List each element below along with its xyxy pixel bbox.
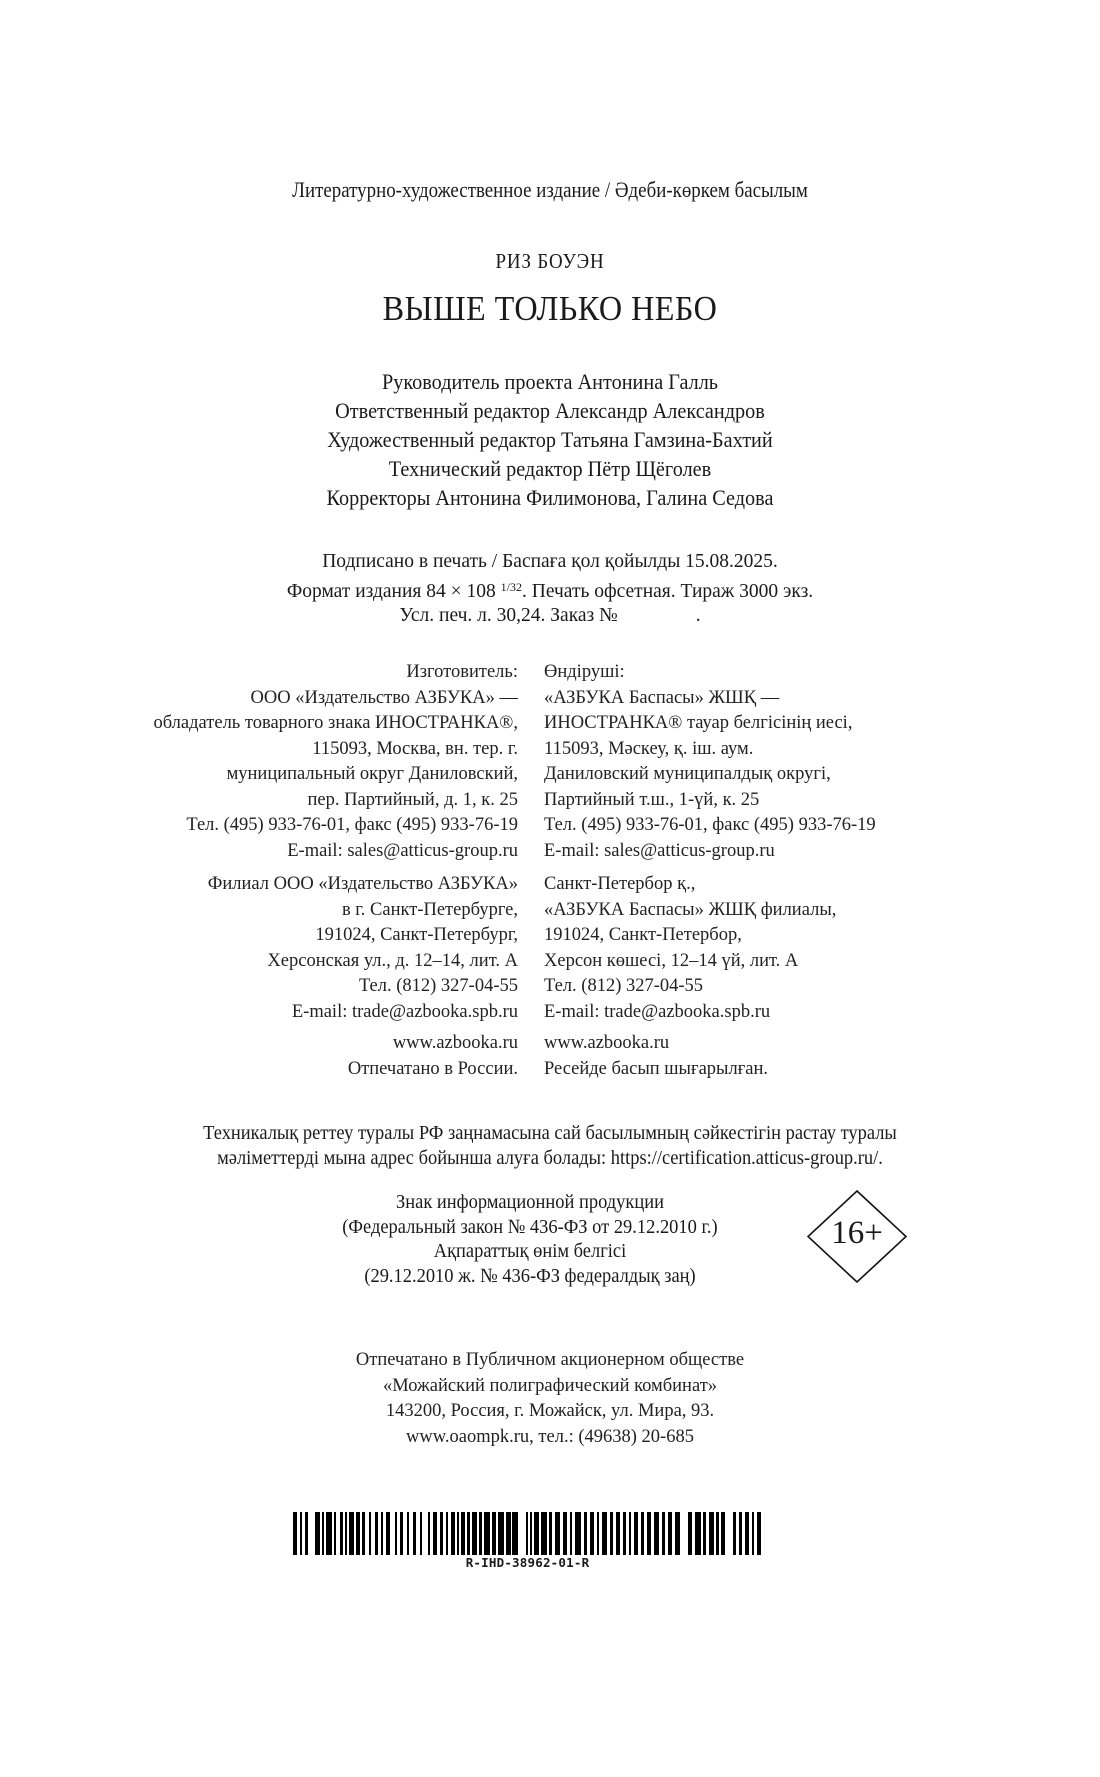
printer-address: 143200, Россия, г. Можайск, ул. Мира, 93. [385, 1401, 715, 1421]
age-rating-label: 16+ [831, 1215, 883, 1251]
credit-technical-editor: Технический редактор Пётр Щёголев [388, 456, 712, 481]
info-label-ru: Знак информационной продукции [396, 1191, 664, 1213]
credit-proofreaders: Корректоры Антонина Филимонова, Галина Седова [326, 485, 774, 510]
kz-branch-name: «АЗБУКА Баспасы» ЖШҚ филиалы, [544, 899, 837, 920]
kz-company: «АЗБУКА Баспасы» ЖШҚ — [544, 687, 780, 708]
kz-branch-email: E-mail: trade@azbooka.spb.ru [544, 1001, 771, 1022]
ru-address-3: пер. Партийный, д. 1, к. 25 [307, 789, 518, 810]
kz-printed-in: Ресейде басып шығарылған. [544, 1058, 769, 1079]
kz-branch-phone: Тел. (812) 327-04-55 [544, 976, 704, 996]
ru-printed-in: Отпечатано в России. [347, 1058, 518, 1079]
print-info-block [0, 550, 1100, 629]
ru-label: Изготовитель: [406, 662, 518, 682]
kz-trademark: ИНОСТРАНКА® тауар белгісінің иесі, [544, 713, 853, 733]
tech-regulation-line-1: Техникалық реттеу туралы РФ заңнамасына сай басылымның сәйкестігін растау туралы [203, 1122, 897, 1144]
credit-managing-editor: Ответственный редактор Александр Александров [335, 398, 765, 423]
format-prefix: Формат издания 84 × 108 [286, 580, 501, 602]
printer-name: «Можайский полиграфический комбинат» [382, 1375, 718, 1396]
credit-project-lead: Руководитель проекта Антонина Галль [381, 369, 719, 394]
format-fraction: 1/32 [500, 579, 522, 594]
ru-address-1: 115093, Москва, вн. тер. г. [312, 738, 518, 759]
format-line [0, 575, 1100, 605]
kz-website: www.azbooka.ru [544, 1033, 670, 1053]
ru-trademark: обладатель товарного знака ИНОСТРАНКА®, [153, 713, 518, 733]
ru-branch-address-2: Херсонская ул., д. 12–14, лит. А [267, 950, 518, 971]
kz-address-3: Партийный т.ш., 1-үй, к. 25 [544, 789, 760, 810]
ru-address-2: муниципальный округ Даниловский, [226, 764, 518, 784]
format-suffix: . Печать офсетная. Тираж 3000 экз. [522, 580, 814, 602]
genre-line: Литературно-художественное издание / Әдеби-көркем басылым [292, 177, 808, 202]
printer-line-1: Отпечатано в Публичном акционерном обществе [355, 1350, 745, 1370]
book-title: ВЫШЕ ТОЛЬКО НЕБО [382, 289, 718, 328]
info-product-label-block [260, 1190, 800, 1288]
kz-branch-city: Санкт-Петербор қ., [544, 874, 696, 894]
credit-art-editor: Художественный редактор Татьяна Гамзина-Бахтий [327, 427, 773, 452]
ru-phone: Тел. (495) 933-76-01, факс (495) 933-76-19 [186, 815, 518, 835]
sheets-order-line: Усл. печ. л. 30,24. Заказ № . [399, 605, 701, 626]
info-label-kz: Ақпараттық өнім белгісі [433, 1240, 627, 1262]
kz-branch-address-2: Херсон көшесі, 12–14 үй, лит. А [544, 950, 799, 971]
info-law-kz: (29.12.2010 ж. № 436-ФЗ федералдық заң) [364, 1264, 696, 1287]
barcode-icon [293, 1512, 761, 1555]
age-rating-badge [807, 1190, 907, 1283]
manufacturer-kz-column [544, 660, 876, 1082]
ru-branch-phone: Тел. (812) 327-04-55 [358, 976, 518, 996]
tech-regulation-line-2: мәліметтерді мына адрес бойынша алуға болады: https://certification.atticus-group.ru/. [217, 1147, 883, 1169]
ru-branch-email: E-mail: trade@azbooka.spb.ru [291, 1001, 518, 1022]
kz-email: E-mail: sales@atticus-group.ru [544, 840, 775, 861]
ru-email: E-mail: sales@atticus-group.ru [287, 840, 518, 861]
signed-to-print: Подписано в печать / Баспаға қол қойылды 15.08.2025. [322, 551, 778, 572]
kz-label: Өндіруші: [544, 662, 625, 682]
manufacturer-ru-column [153, 660, 518, 1082]
credits-block [44, 367, 1056, 512]
ru-branch-name: Филиал ООО «Издательство АЗБУКА» [207, 874, 518, 894]
tech-regulation-block [55, 1121, 1045, 1171]
ru-company: ООО «Издательство АЗБУКА» — [250, 687, 518, 708]
ru-website: www.azbooka.ru [392, 1033, 518, 1053]
kz-address-2: Даниловский муниципалдық округі, [544, 764, 831, 784]
info-law-ru: (Федеральный закон № 436-ФЗ от 29.12.2010 г.) [342, 1215, 718, 1238]
ru-branch-city: в г. Санкт-Петербурге, [341, 899, 518, 920]
printer-contact: www.oaompk.ru, тел.: (49638) 20-685 [406, 1426, 694, 1447]
ru-branch-address-1: 191024, Санкт-Петербург, [315, 925, 518, 945]
barcode-code: R-IHD-38962-01-R [465, 1555, 590, 1570]
kz-address-1: 115093, Мәскеу, қ. іш. аум. [544, 738, 754, 759]
printer-block [0, 1348, 1100, 1450]
author-name: РИЗ БОУЭН [495, 249, 605, 273]
kz-phone: Тел. (495) 933-76-01, факс (495) 933-76-19 [544, 815, 876, 835]
kz-branch-address-1: 191024, Санкт-Петербор, [544, 925, 742, 945]
